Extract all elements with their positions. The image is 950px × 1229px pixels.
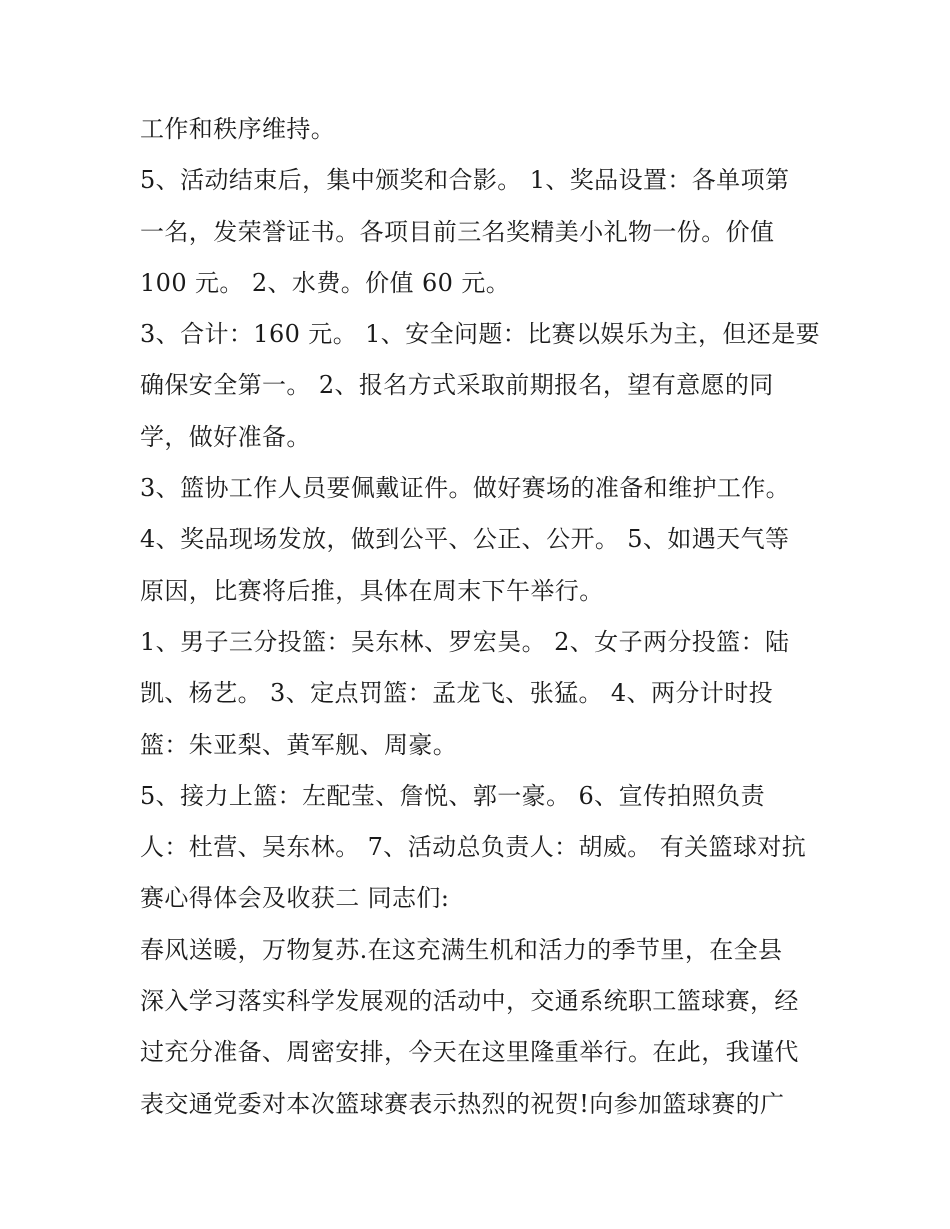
text-line-13: 篮：朱亚梨、黄军舰、周豪。 (140, 730, 458, 759)
text-line-3: 一名，发荣誉证书。各项目前三名奖精美小礼物一份。价值 (140, 217, 775, 246)
text-line-7: 学，做好准备。 (140, 422, 311, 451)
text-line-16: 赛心得体会及收获二 同志们: (140, 884, 450, 913)
text-line-2: 5、活动结束后，集中颁奖和合影。 1、奖品设置：各单项第 (140, 166, 790, 195)
text-line-12: 凯、杨艺。 3、定点罚篮：孟龙飞、张猛。 4、两分计时投 (140, 679, 773, 708)
text-line-9: 4、奖品现场发放，做到公平、公正、公开。 5、如遇天气等 (140, 525, 790, 554)
text-line-8: 3、篮协工作人员要佩戴证件。做好赛场的准备和维护工作。 (140, 474, 791, 503)
text-line-20: 表交通党委对本次篮球赛表示热烈的祝贺!向参加篮球赛的广 (140, 1089, 785, 1118)
text-line-4: 100 元。 2、水费。价值 60 元。 (140, 268, 511, 297)
text-line-18: 深入学习落实科学发展观的活动中，交通系统职工篮球赛，经 (140, 987, 799, 1016)
text-line-17: 春风送暖，万物复苏.在这充满生机和活力的季节里，在全县 (140, 935, 783, 964)
text-line-6: 确保安全第一。 2、报名方式采取前期报名，望有意愿的同 (140, 371, 774, 400)
text-line-15: 人：杜营、吴东林。 7、活动总负责人：胡威。 有关篮球对抗 (140, 833, 807, 862)
text-line-5: 3、合计：160 元。 1、安全问题：比赛以娱乐为主，但还是要 (140, 320, 821, 349)
document-body (140, 104, 820, 1130)
text-line-10: 原因，比赛将后推，具体在周末下午举行。 (140, 576, 604, 605)
text-line-14: 5、接力上篮：左配莹、詹悦、郭一豪。 6、宣传拍照负责 (140, 781, 765, 810)
text-line-19: 过充分准备、周密安排，今天在这里隆重举行。在此，我谨代 (140, 1038, 799, 1067)
text-line-11: 1、男子三分投篮：吴东林、罗宏昊。 2、女子两分投篮：陆 (140, 627, 790, 656)
text-line-1: 工作和秩序维持。 (140, 115, 336, 143)
